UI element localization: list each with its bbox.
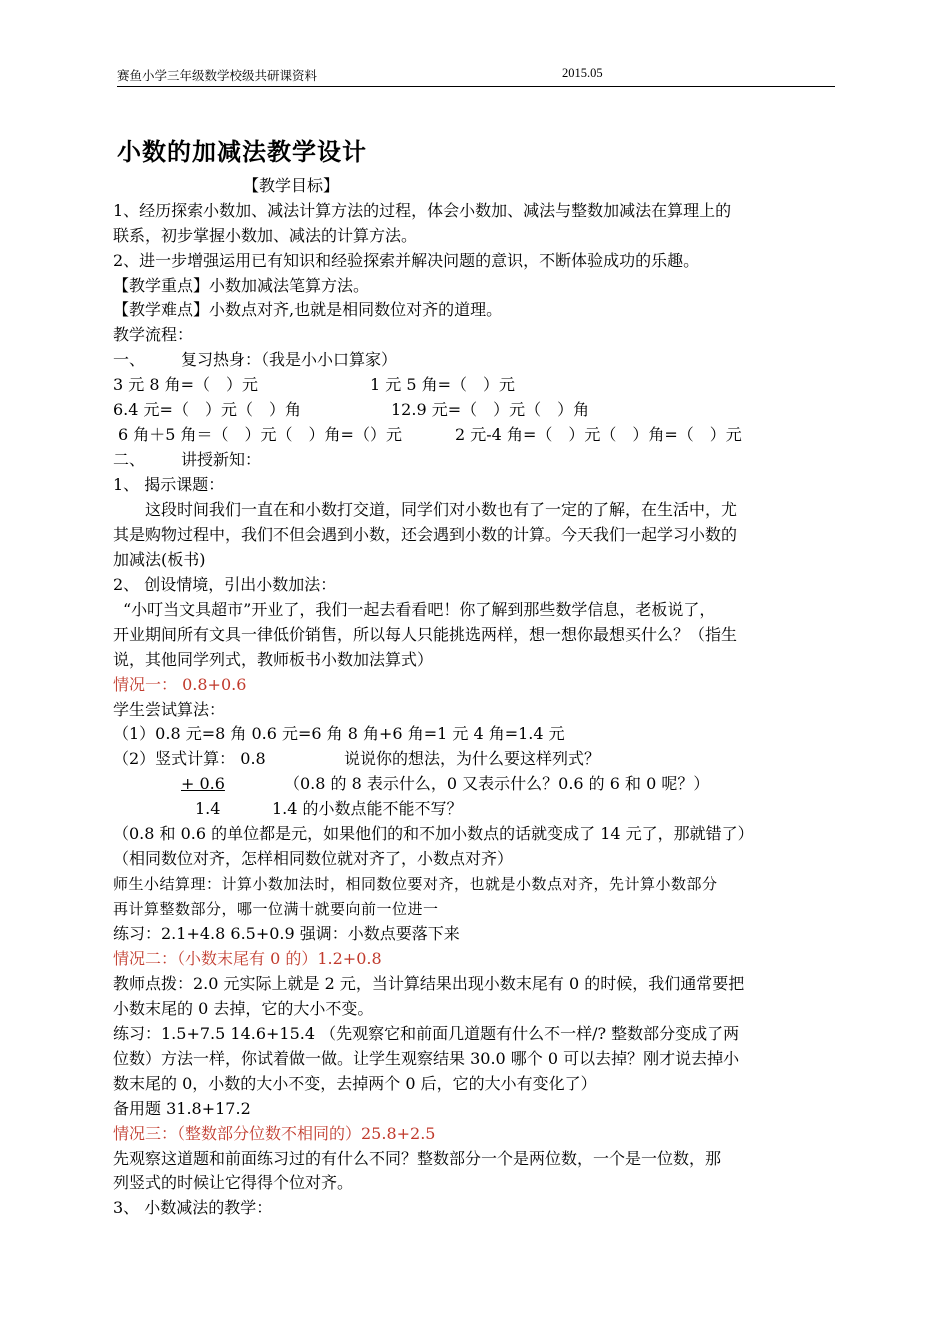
case-2-heading: 情况二：（小数末尾有 0 的）1.2+0.8 <box>113 949 382 968</box>
case-3-heading: 情况三：（整数部分位数不相同的）25.8+2.5 <box>113 1124 436 1143</box>
method-2-question: 说说你的想法，为什么要这样列式？ <box>344 749 601 768</box>
spare-question: 备用题 31.8+17.2 <box>113 1099 251 1118</box>
goal-1a: 1、经历探索小数加、减法计算方法的过程，体会小数加、减法与整数加减法在算理上的 <box>113 201 732 220</box>
method-2: （2）竖式计算： 0.8 <box>113 749 266 768</box>
practice-2c: 数末尾的 0，小数的大小不变，去掉两个 0 后，它的大小有变化了） <box>113 1074 597 1093</box>
header-date: 2015.05 <box>562 66 603 80</box>
exercise-3b: 2 元-4 角=（ ）元（ ）角=（ ）元 <box>455 425 742 444</box>
case-3-text-a: 先观察这道题和前面练习过的有什么不同？整数部分一个是两位数，一个是一位数，那 <box>113 1149 722 1168</box>
goal-1b: 联系，初步掌握小数加、减法的计算方法。 <box>113 226 418 245</box>
part-2-text-a: “小叮当文具超市”开业了，我们一起去看看吧！你了解到那些数学信息，老板说了， <box>123 600 716 619</box>
exercise-3a: 6 角＋5 角＝（ ）元（ ）角=（）元 <box>118 425 402 444</box>
case-1-heading: 情况一： 0.8+0.6 <box>113 675 247 694</box>
practice-2a: 练习：1.5+7.5 14.6+15.4 （先观察它和前面几道题有什么不一样/? 整数部分变成了两 <box>113 1024 740 1043</box>
section-2-title: 讲授新知： <box>181 450 262 469</box>
part-1-heading: 1、 揭示课题： <box>113 475 225 494</box>
vertical-result-question: 1.4 的小数点能不能不写？ <box>272 799 463 818</box>
section-1-title: 复习热身：（我是小小口算家） <box>181 350 398 369</box>
flow-heading: 教学流程： <box>113 325 194 344</box>
summary-2: 再计算整数部分，哪一位满十就要向前一位进一 <box>113 900 439 918</box>
part-1-text-b: 其是购物过程中，我们不但会遇到小数，还会遇到小数的计算。今天我们一起学习小数的 <box>113 525 738 544</box>
difficulty: 【教学难点】小数点对齐,也就是相同数位对齐的道理。 <box>113 300 503 319</box>
goal-heading: 【教学目标】 <box>243 176 340 195</box>
goal-2: 2、进一步增强运用已有知识和经验探索并解决问题的意识，不断体验成功的乐趣。 <box>113 251 700 270</box>
part-3-heading: 3、 小数减法的教学： <box>113 1198 273 1217</box>
key-point: 【教学重点】小数加减法笔算方法。 <box>113 276 370 295</box>
header-school: 赛鱼小学三年级数学校级共研课资料 <box>117 68 318 83</box>
page-header <box>117 66 835 87</box>
note-1: （0.8 和 0.6 的单位都是元，如果他们的和不加小数点的话就变成了 14 元了，那就错了） <box>113 824 754 843</box>
part-1-text-c: 加减法(板书) <box>113 550 206 569</box>
note-2: （相同数位对齐，怎样相同数位就对齐了，小数点对齐） <box>113 849 514 868</box>
part-2-text-b: 开业期间所有文具一律低价销售，所以每人只能挑选两样，想一想你最想买什么？（指生 <box>113 625 738 644</box>
part-1-text-a: 这段时间我们一直在和小数打交道，同学们对小数也有了一定的了解，在生活中，尤 <box>145 500 738 519</box>
student-try: 学生尝试算法： <box>113 700 226 719</box>
method-1: （1）0.8 元=8 角 0.6 元=6 角 8 角+6 角=1 元 4 角=1.4 元 <box>113 724 565 743</box>
exercise-2a: 6.4 元=（ ）元（ ）角 <box>113 400 301 419</box>
vertical-question: （0.8 的 8 表示什么，0 又表示什么？0.6 的 6 和 0 呢？） <box>284 774 710 793</box>
exercise-1a: 3 元 8 角=（ ）元 <box>113 375 259 394</box>
practice-1: 练习：2.1+4.8 6.5+0.9 强调：小数点要落下来 <box>113 924 460 943</box>
part-2-text-c: 说，其他同学列式，教师板书小数加法算式） <box>113 650 434 669</box>
summary-1: 师生小结算理：计算小数加法时，相同数位要对齐，也就是小数点对齐，先计算小数部分 <box>113 875 718 893</box>
section-2-number: 二、 <box>113 450 146 469</box>
practice-2b: 位数）方法一样，你试着做一做。让学生观察结果 30.0 哪个 0 可以去掉？刚才说去掉小 <box>113 1049 740 1068</box>
teacher-tip-1: 教师点拨：2.0 元实际上就是 2 元，当计算结果出现小数末尾有 0 的时候，我们通常要把 <box>113 974 745 993</box>
vertical-addend: + 0.6 <box>181 774 225 793</box>
document-title: 小数的加减法教学设计 <box>117 137 367 166</box>
section-1-number: 一、 <box>113 350 146 369</box>
case-3-text-b: 列竖式的时候让它得得个位对齐。 <box>113 1173 354 1192</box>
teacher-tip-2: 小数末尾的 0 去掉，它的大小不变。 <box>113 999 374 1018</box>
exercise-1b: 1 元 5 角=（ ）元 <box>370 375 516 394</box>
part-2-heading: 2、 创设情境，引出小数加法： <box>113 575 337 594</box>
vertical-result: 1.4 <box>195 799 221 818</box>
exercise-2b: 12.9 元=（ ）元（ ）角 <box>391 400 590 419</box>
